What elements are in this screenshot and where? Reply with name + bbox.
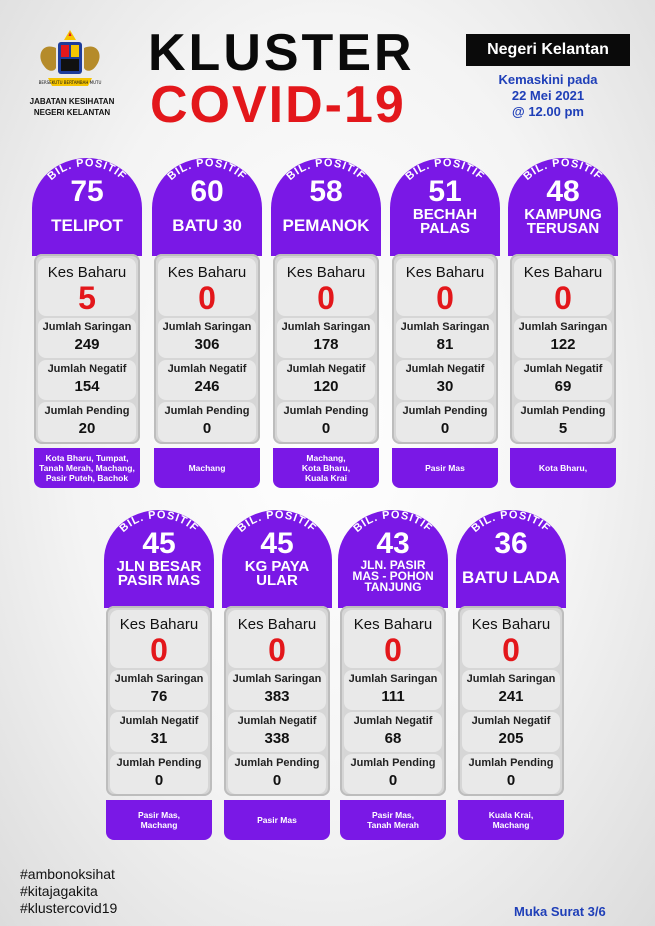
cluster-name-line: TELIPOT xyxy=(51,216,123,235)
pending-box xyxy=(38,402,136,442)
pending-box xyxy=(462,754,560,794)
new-cases-value: 0 xyxy=(150,632,168,668)
cluster-header xyxy=(508,158,618,256)
cluster-locations xyxy=(224,800,330,840)
cluster-locations xyxy=(154,448,260,488)
location-line: Tanah Merah xyxy=(367,820,419,830)
cluster-stats xyxy=(106,606,212,796)
screening-box xyxy=(514,318,612,358)
new-cases-box xyxy=(344,610,442,668)
new-cases-value: 0 xyxy=(436,280,454,316)
pending-label: Jumlah Pending xyxy=(283,405,369,417)
pending-value: 0 xyxy=(388,772,398,789)
positive-count: 48 xyxy=(546,175,580,208)
location-line: Pasir Mas, xyxy=(371,810,415,820)
new-cases-box xyxy=(277,258,375,316)
negative-value: 205 xyxy=(498,730,524,747)
hashtag-1: #ambonoksihat xyxy=(20,866,115,882)
cluster-header xyxy=(32,158,142,256)
department-line-2: NEGERI KELANTAN xyxy=(33,108,111,117)
location-line: Kuala Krai, xyxy=(488,810,534,820)
state-badge: Negeri Kelantan xyxy=(466,34,630,66)
negative-value: 246 xyxy=(194,378,220,395)
pending-box xyxy=(158,402,256,442)
new-cases-label: Kes Baharu xyxy=(405,264,485,281)
location-line: Tanah Merah, Machang, xyxy=(39,463,135,473)
hashtag-2: #kitajagakita xyxy=(20,883,98,899)
cluster-stats xyxy=(224,606,330,796)
pending-label: Jumlah Pending xyxy=(44,405,130,417)
pending-value: 0 xyxy=(506,772,516,789)
cluster-name-line: JLN BESAR xyxy=(116,558,202,575)
location-line: Kuala Krai xyxy=(304,473,348,483)
positive-count: 36 xyxy=(494,527,528,560)
cluster-name-line: KAMPUNG xyxy=(524,206,602,223)
cluster-name xyxy=(104,560,214,588)
new-cases-value: 0 xyxy=(384,632,402,668)
screening-label: Jumlah Saringan xyxy=(114,673,204,685)
cluster-locations xyxy=(273,448,379,488)
new-cases-box xyxy=(110,610,208,668)
negative-box xyxy=(514,360,612,400)
screening-label: Jumlah Saringan xyxy=(162,321,252,333)
pending-box xyxy=(514,402,612,442)
cluster-locations xyxy=(392,448,498,488)
cluster-name-line: BECHAH xyxy=(412,206,478,223)
cluster-header xyxy=(271,158,381,256)
pending-box xyxy=(110,754,208,794)
hashtags xyxy=(20,866,117,917)
positive-count: 45 xyxy=(260,527,294,560)
badge-label: BIL. POSITIF xyxy=(284,158,368,183)
screening-value: 383 xyxy=(264,688,290,705)
new-cases-box xyxy=(158,258,256,316)
negative-label: Jumlah Negatif xyxy=(47,363,127,375)
screening-label: Jumlah Saringan xyxy=(466,673,556,685)
cluster-locations xyxy=(510,448,616,488)
cluster-name xyxy=(338,560,448,593)
cluster-stats xyxy=(154,254,260,444)
pending-label: Jumlah Pending xyxy=(468,757,554,769)
positive-count: 60 xyxy=(190,175,224,208)
page-number: Muka Surat 3/6 xyxy=(514,904,606,919)
negative-label: Jumlah Negatif xyxy=(523,363,603,375)
cluster-stats xyxy=(273,254,379,444)
new-cases-box xyxy=(396,258,494,316)
screening-label: Jumlah Saringan xyxy=(348,673,438,685)
screening-value: 76 xyxy=(150,688,168,705)
pending-box xyxy=(277,402,375,442)
negative-value: 30 xyxy=(436,378,454,395)
negative-label: Jumlah Negatif xyxy=(119,715,199,727)
cluster-name-line: PEMANOK xyxy=(282,216,370,235)
location-line: Kota Bharu, Tumpat, xyxy=(45,453,129,463)
page-title: KLUSTER xyxy=(148,24,415,82)
screening-label: Jumlah Saringan xyxy=(400,321,490,333)
pending-value: 0 xyxy=(202,420,212,437)
updated-label: Kemaskini pada xyxy=(498,72,598,87)
new-cases-box xyxy=(514,258,612,316)
negative-box xyxy=(344,712,442,752)
new-cases-box xyxy=(38,258,136,316)
new-cases-box xyxy=(228,610,326,668)
cluster-name-line: BATU LADA xyxy=(462,568,560,587)
screening-value: 122 xyxy=(550,336,576,353)
location-line: Pasir Mas xyxy=(257,815,297,825)
badge-label: BIL. POSITIF xyxy=(45,158,129,183)
pending-value: 0 xyxy=(154,772,164,789)
screening-label: Jumlah Saringan xyxy=(518,321,608,333)
new-cases-value: 0 xyxy=(317,280,335,316)
cluster-name-line: JLN. PASIR xyxy=(360,558,426,572)
page-subtitle: COVID-19 xyxy=(150,76,406,134)
updated-timestamp xyxy=(472,72,624,120)
location-line: Kota Bharu, xyxy=(538,463,588,473)
cluster-name-line: BATU 30 xyxy=(172,216,242,235)
screening-label: Jumlah Saringan xyxy=(281,321,371,333)
positive-count: 45 xyxy=(142,527,176,560)
new-cases-label: Kes Baharu xyxy=(47,264,127,281)
negative-box xyxy=(38,360,136,400)
pending-label: Jumlah Pending xyxy=(402,405,488,417)
cluster-stats xyxy=(392,254,498,444)
updated-time: @ 12.00 pm xyxy=(512,104,584,119)
location-line: Pasir Puteh, Bachok xyxy=(45,473,129,483)
badge-label: BIL. POSITIF xyxy=(165,158,249,183)
new-cases-label: Kes Baharu xyxy=(353,616,433,633)
cluster-name-line: TERUSAN xyxy=(526,220,600,237)
cluster-stats xyxy=(34,254,140,444)
cluster-locations xyxy=(34,448,140,488)
badge-label: BIL. POSITIF xyxy=(521,158,605,183)
badge-label: BIL. POSITIF xyxy=(235,510,319,535)
screening-label: Jumlah Saringan xyxy=(232,673,322,685)
new-cases-label: Kes Baharu xyxy=(471,616,551,633)
new-cases-value: 5 xyxy=(78,280,96,316)
cluster-header xyxy=(338,510,448,608)
screening-value: 241 xyxy=(498,688,524,705)
negative-value: 154 xyxy=(74,378,100,395)
screening-box xyxy=(277,318,375,358)
badge-label: BIL. POSITIF xyxy=(469,510,553,535)
cluster-header xyxy=(104,510,214,608)
cluster-name xyxy=(152,218,262,234)
negative-value: 338 xyxy=(264,730,290,747)
department-line-1: JABATAN KESIHATAN xyxy=(29,97,115,106)
department-name xyxy=(14,96,130,118)
pending-label: Jumlah Pending xyxy=(164,405,250,417)
negative-label: Jumlah Negatif xyxy=(353,715,433,727)
pending-box xyxy=(344,754,442,794)
screening-label: Jumlah Saringan xyxy=(42,321,132,333)
badge-label: BIL. POSITIF xyxy=(117,510,201,535)
cluster-stats xyxy=(340,606,446,796)
new-cases-label: Kes Baharu xyxy=(167,264,247,281)
hashtag-3: #klustercovid19 xyxy=(20,900,118,916)
negative-box xyxy=(277,360,375,400)
screening-value: 81 xyxy=(436,336,454,353)
cluster-name xyxy=(32,218,142,234)
new-cases-label: Kes Baharu xyxy=(237,616,317,633)
screening-value: 249 xyxy=(74,336,100,353)
positive-count: 51 xyxy=(428,175,462,208)
cluster-stats xyxy=(458,606,564,796)
pending-value: 0 xyxy=(440,420,450,437)
negative-box xyxy=(228,712,326,752)
pending-box xyxy=(396,402,494,442)
new-cases-box xyxy=(462,610,560,668)
cluster-header xyxy=(456,510,566,608)
new-cases-label: Kes Baharu xyxy=(286,264,366,281)
cluster-name-line: ULAR xyxy=(256,572,298,589)
positive-count: 43 xyxy=(376,527,410,560)
cluster-name-line: KG PAYA xyxy=(244,558,310,575)
location-line: Pasir Mas, xyxy=(137,810,181,820)
negative-label: Jumlah Negatif xyxy=(237,715,317,727)
screening-box xyxy=(110,670,208,710)
screening-box xyxy=(344,670,442,710)
screening-box xyxy=(228,670,326,710)
screening-box xyxy=(158,318,256,358)
screening-box xyxy=(38,318,136,358)
updated-date: 22 Mei 2021 xyxy=(511,88,585,103)
location-line: Machang, xyxy=(306,453,346,463)
pending-value: 0 xyxy=(272,772,282,789)
negative-label: Jumlah Negatif xyxy=(471,715,551,727)
new-cases-label: Kes Baharu xyxy=(119,616,199,633)
new-cases-label: Kes Baharu xyxy=(523,264,603,281)
cluster-header xyxy=(152,158,262,256)
cluster-stats xyxy=(510,254,616,444)
new-cases-value: 0 xyxy=(198,280,216,316)
negative-box xyxy=(396,360,494,400)
new-cases-value: 0 xyxy=(502,632,520,668)
cluster-name-line: PALAS xyxy=(420,220,470,237)
negative-box xyxy=(158,360,256,400)
negative-box xyxy=(462,712,560,752)
negative-value: 68 xyxy=(384,730,402,747)
cluster-name xyxy=(508,208,618,236)
negative-value: 120 xyxy=(313,378,339,395)
positive-count: 58 xyxy=(309,175,343,208)
cluster-name xyxy=(390,208,500,236)
location-line: Machang xyxy=(188,463,226,473)
positive-count: 75 xyxy=(70,175,104,208)
cluster-name xyxy=(271,218,381,234)
badge-label: BIL. POSITIF xyxy=(351,510,435,535)
negative-box xyxy=(110,712,208,752)
pending-value: 5 xyxy=(558,420,568,437)
cluster-locations xyxy=(458,800,564,840)
location-line: Machang xyxy=(140,820,178,830)
negative-label: Jumlah Negatif xyxy=(167,363,247,375)
pending-value: 0 xyxy=(321,420,331,437)
screening-value: 306 xyxy=(194,336,220,353)
badge-label: BIL. POSITIF xyxy=(403,158,487,183)
jata-negara-crest-icon xyxy=(30,28,110,94)
svg-text:BERSEKUTU BERTAMBAH MUTU: BERSEKUTU BERTAMBAH MUTU xyxy=(38,80,102,85)
screening-value: 111 xyxy=(381,688,405,705)
pending-label: Jumlah Pending xyxy=(350,757,436,769)
new-cases-value: 0 xyxy=(268,632,286,668)
cluster-name-line: MAS - POHON xyxy=(352,569,434,583)
cluster-name xyxy=(456,570,566,586)
negative-value: 69 xyxy=(554,378,572,395)
location-line: Pasir Mas xyxy=(425,463,465,473)
screening-box xyxy=(462,670,560,710)
screening-value: 178 xyxy=(313,336,339,353)
negative-label: Jumlah Negatif xyxy=(405,363,485,375)
cluster-name-line: PASIR MAS xyxy=(117,572,201,589)
new-cases-value: 0 xyxy=(554,280,572,316)
cluster-header xyxy=(222,510,332,608)
location-line: Kota Bharu, xyxy=(301,463,351,473)
screening-box xyxy=(396,318,494,358)
cluster-locations xyxy=(340,800,446,840)
pending-label: Jumlah Pending xyxy=(234,757,320,769)
cluster-header xyxy=(390,158,500,256)
negative-value: 31 xyxy=(150,730,168,747)
negative-label: Jumlah Negatif xyxy=(286,363,366,375)
cluster-locations xyxy=(106,800,212,840)
cluster-name-line: TANJUNG xyxy=(364,580,422,594)
pending-box xyxy=(228,754,326,794)
location-line: Machang xyxy=(492,820,530,830)
cluster-name xyxy=(222,560,332,588)
pending-label: Jumlah Pending xyxy=(520,405,606,417)
pending-value: 20 xyxy=(78,420,96,437)
pending-label: Jumlah Pending xyxy=(116,757,202,769)
